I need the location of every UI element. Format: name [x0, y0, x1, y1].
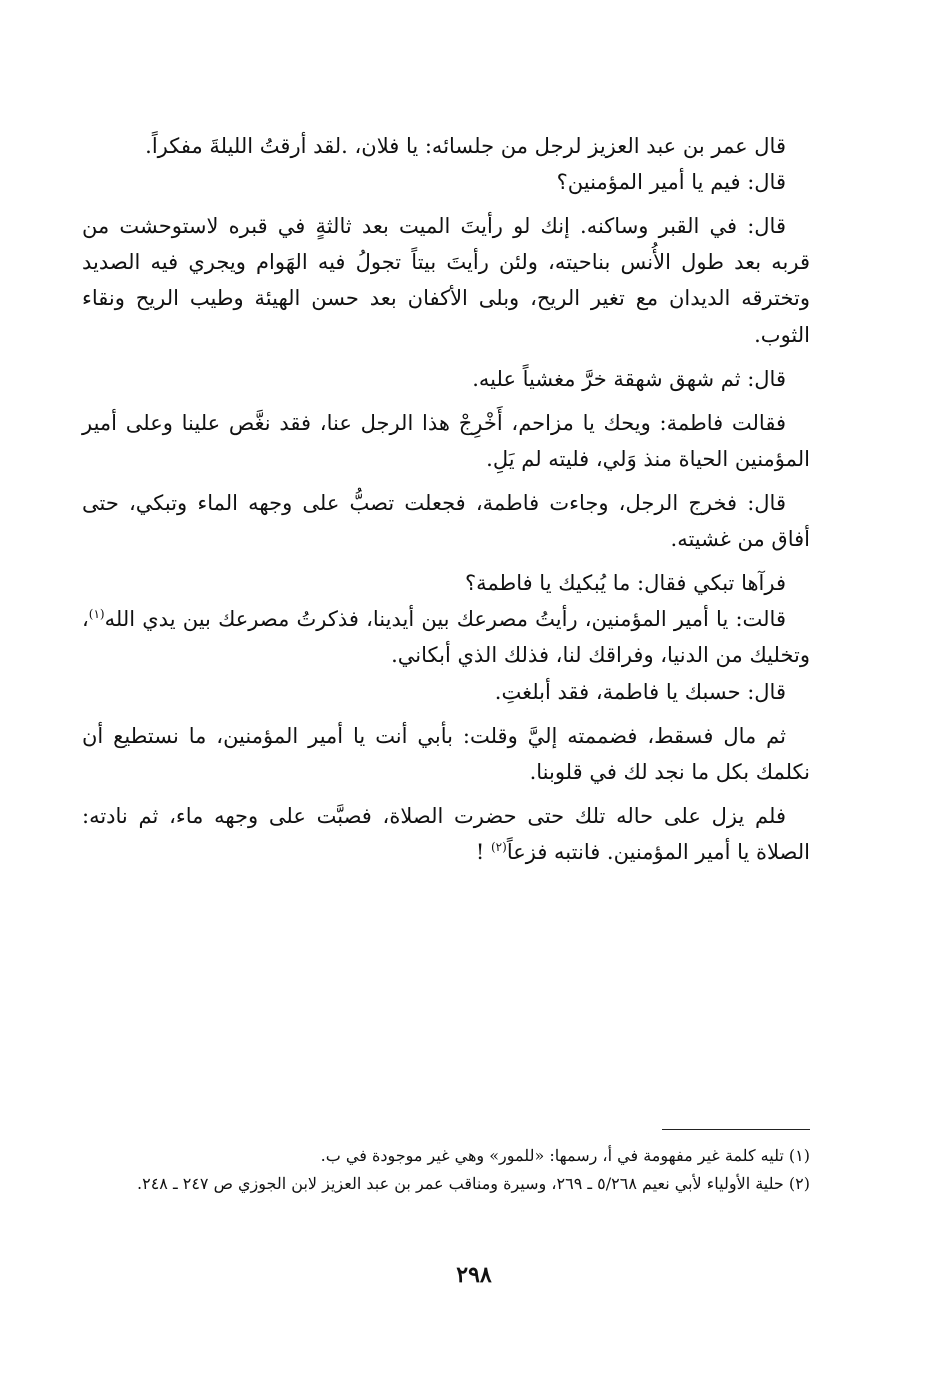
- paragraph: فرآها تبكي فقال: ما يُبكيك يا فاطمة؟: [464, 571, 786, 596]
- paragraph-with-footnote: [82, 601, 810, 673]
- paragraph: قال: فخرج الرجل، وجاءت فاطمة، فجعلت تصبُّ على وجهه الماء وتبكي، حتى أفاق من غشيته.: [82, 490, 810, 552]
- footnote-ref-1[interactable]: (١): [88, 607, 105, 622]
- paragraph: قال: حسبك يا فاطمة، فقد أبلغتِ.: [494, 679, 786, 704]
- footnote-ref-2[interactable]: (٢): [490, 839, 507, 854]
- footnote-2: (٢) حلية الأولياء لأبي نعيم ٥/٢٦٨ ـ ٢٦٩، وسيرة ومناقب عمر بن عبد العزيز لابن الجوزي ص ٢٤٧ ـ ٢٤٨.: [137, 1174, 810, 1193]
- footnote-1: (١) تليه كلمة غير مفهومة في أ، رسمها: «للمور» وهي غير موجودة في ب.: [320, 1146, 810, 1165]
- main-text: [82, 128, 810, 870]
- paragraph: قال: في القبر وساكنه. إنك لو رأيتَ الميت بعد ثالثةٍ في قبره لاستوحشت من قربه بعد طول الأُنس بناحيته، ولئن رأيتَ بيتاً تجولُ فيه الهَوام ويجري فيه الصديد وتخترقه الديدان مع تغير الريح، وبلى الأكفان بعد حسن الهيئة وطيب الريح ونقاء الثوب.: [82, 214, 810, 347]
- paragraph-text: !: [475, 839, 491, 864]
- page-number: ٢٩٨: [456, 1262, 492, 1288]
- footnote-divider: [662, 1129, 810, 1130]
- paragraph: فقالت فاطمة: ويحك يا مزاحم، أَخْرِجْ هذا الرجل عنا، فقد نغَّص علينا وعلى أمير المؤمنين الحياة منذ وَلي، فليته لم يَلِ.: [82, 410, 810, 471]
- paragraph: ثم مال فسقط، فضممته إليَّ وقلت: بأبي أنت يا أمير المؤمنين، ما نستطيع أن نكلمك بكل ما نجد لك في قلوبنا.: [82, 723, 810, 784]
- footnotes: [82, 1142, 810, 1198]
- paragraph-text: ، وتخليك من الدنيا، وفراقك لنا، فذلك الذي أبكاني.: [82, 607, 810, 668]
- paragraph: قال: فيم يا أمير المؤمنين؟: [556, 170, 786, 195]
- paragraph-text: قالت: يا أمير المؤمنين، رأيتُ مصرعك بين أيدينا، فذكرتُ مصرعك بين يدي الله: [104, 607, 786, 632]
- paragraph-text: فلم يزل على حاله تلك حتى حضرت الصلاة، فصبَّت على وجهه ماء، ثم نادته: الصلاة يا أمير المؤمنين. فانتبه فزعاً: [82, 803, 810, 864]
- paragraph-with-footnote: [82, 798, 810, 870]
- paragraph: قال عمر بن عبد العزيز لرجل من جلسائه: يا فلان، .لقد أرقتُ الليلةَ مفكراً.: [145, 134, 786, 158]
- paragraph: قال: ثم شهق شهقة خرَّ مغشياً عليه.: [472, 366, 786, 391]
